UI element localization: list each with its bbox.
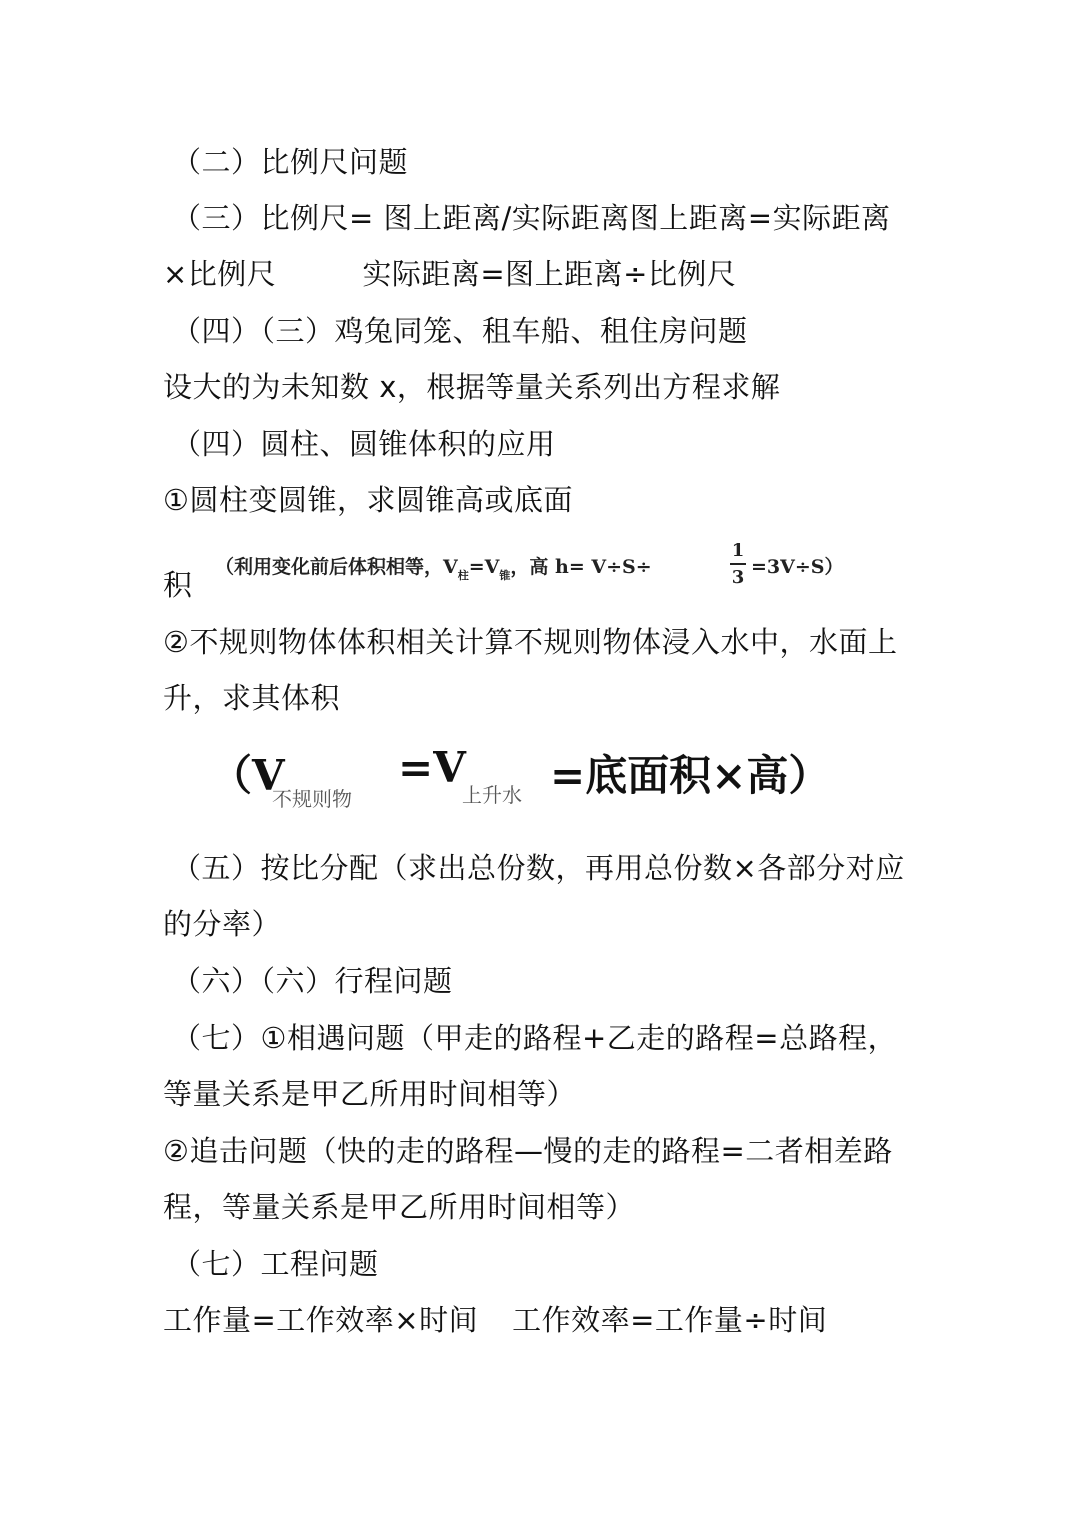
- work-formulas: [163, 1300, 933, 1340]
- item-irregular-volume-cont: 升，求其体积: [163, 681, 341, 715]
- subscript: 柱: [457, 569, 469, 582]
- fraction-numerator: 1: [731, 540, 745, 561]
- formula-text: =V: [468, 556, 500, 578]
- heading-scale-problem: （二）比例尺问题: [172, 145, 409, 179]
- scale-formula-continuation: [163, 254, 933, 294]
- fraction-denominator: 3: [731, 566, 745, 588]
- heading-chicken-rabbit: （四）（三）鸡兔同笼、租车船、租住房问题: [172, 314, 748, 348]
- formula-tail: =3V÷S）: [751, 556, 844, 578]
- item-chase-problem: ②追击问题（快的走的路程—慢的走的路程=二者相差路: [163, 1134, 893, 1168]
- heading-proportional-distribution: （五）按比分配（求出总份数，再用总份数×各部分对应: [172, 851, 905, 885]
- item-cylinder-to-cone-cont: 积: [163, 568, 193, 602]
- formula-open: （V: [210, 751, 285, 800]
- heading-cylinder-cone: （四）圆柱、圆锥体积的应用: [172, 427, 556, 461]
- subscript: 锥: [499, 569, 511, 582]
- heading-travel-problem: （六）（六）行程问题: [172, 964, 453, 998]
- formula-text: ，高 h= V÷S÷: [510, 556, 652, 578]
- item-meeting-problem-cont: 等量关系是甲乙所用时间相等）: [163, 1077, 577, 1111]
- heading-work-problem: （七）工程问题: [172, 1247, 379, 1281]
- formula-text: （利用变化前后体积相等，V: [215, 556, 458, 578]
- item-irregular-volume: ②不规则物体体积相关计算不规则物体浸入水中，水面上: [163, 625, 898, 659]
- text-segment: 工作效率=工作量÷时间: [512, 1303, 828, 1337]
- formula-irregular-volume: [210, 735, 850, 815]
- item-meeting-problem: （七）①相遇问题（甲走的路程+乙走的路程=总路程，: [172, 1021, 898, 1055]
- formula-equals: =V: [398, 743, 466, 792]
- text-segment: 实际距离=图上距离÷比例尺: [362, 257, 737, 291]
- fraction-one-third: [730, 540, 746, 588]
- item-cylinder-to-cone: ①圆柱变圆锥，求圆锥高或底面: [163, 483, 573, 517]
- subscript: 上升水: [462, 783, 522, 807]
- scale-formula-line: （三）比例尺= 图上距离/实际距离图上距离=实际距离: [172, 201, 891, 235]
- item-chase-problem-cont: 程，等量关系是甲乙所用时间相等）: [163, 1190, 636, 1224]
- paragraph-equation-method: 设大的为未知数 x，根据等量关系列出方程求解: [163, 370, 781, 404]
- text-segment: ×比例尺: [163, 257, 277, 291]
- subscript: 不规则物: [272, 787, 352, 811]
- text-segment: 工作量=工作效率×时间: [163, 1303, 479, 1337]
- heading-proportional-distribution-cont: 的分率）: [163, 907, 282, 941]
- formula-rest: =底面积×高）: [550, 751, 831, 800]
